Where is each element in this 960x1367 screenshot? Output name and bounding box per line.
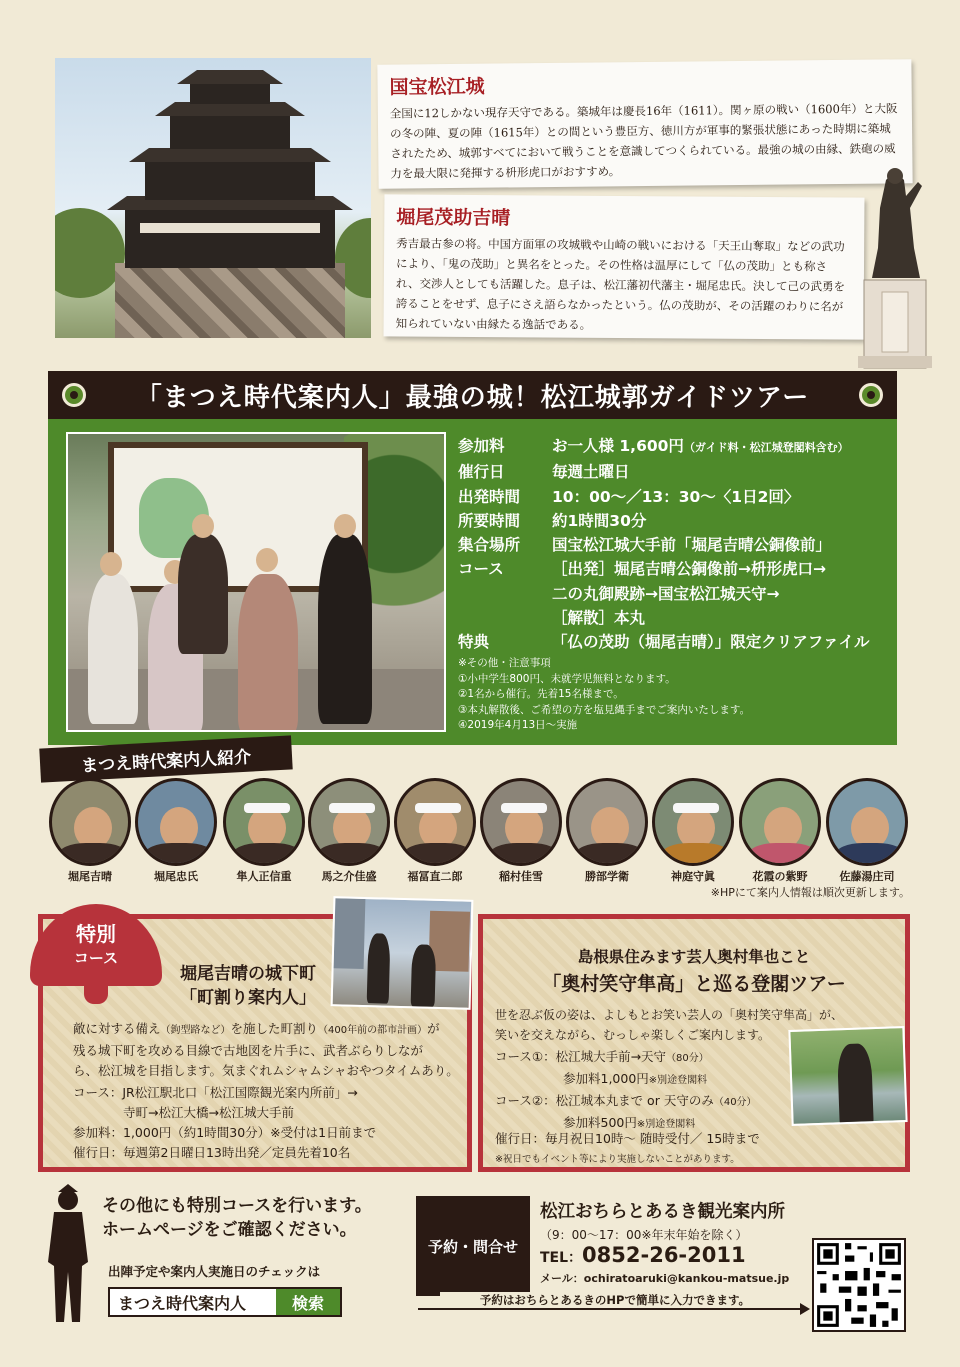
reservation-label: 予約・問合せ: [416, 1196, 530, 1296]
guide-portrait: [739, 778, 821, 866]
info-label: [458, 582, 552, 606]
horio-card: [384, 194, 865, 339]
guide-name: 福冨直二郎: [407, 870, 463, 883]
special-right-title2: 「奥村笑守隼高」と巡る登閣ツアー: [542, 973, 846, 995]
guide-item: [737, 778, 823, 884]
guide-name: 勝部学衛: [585, 870, 629, 883]
info-label: [458, 606, 552, 630]
office-hours: （9：00～17：00※年末年始を除く）: [540, 1228, 748, 1242]
tour-photo: [66, 432, 446, 732]
info-row: [458, 582, 898, 606]
footer-message: その他にも特別コースを行います。 ホームページをご確認ください。: [102, 1196, 372, 1240]
reservation-note: 予約はおちらとあるきのHPで簡単に入力できます。: [440, 1292, 790, 1308]
special-left-title2: 「町割り案内人」: [180, 988, 316, 1008]
guide-portrait: [652, 778, 734, 866]
info-label: 出発時間: [458, 487, 521, 506]
qr-code-icon[interactable]: [812, 1238, 906, 1332]
castle-title: 国宝松江城: [389, 75, 485, 99]
guide-name: 花霞の紫野: [752, 870, 808, 883]
info-label: 催行日: [458, 463, 505, 482]
note-item: ③本丸解散後、ご希望の方を塩見縄手までご案内いたします。: [458, 703, 751, 716]
arrow-line: [418, 1308, 802, 1310]
comedian-photo: [788, 1026, 907, 1126]
special-right-date: 催行日：毎月祝日10時～ 随時受付／ 15時まで: [495, 1131, 760, 1146]
info-label: コース: [458, 560, 504, 579]
guide-item: [392, 778, 478, 884]
special-right-intro: 世を忍ぶ仮の姿は、よしもとお笑い芸人の「奥村笑守隼高」が、 笑いを交えながら、むっしゃ楽しくご案内します。: [495, 1008, 844, 1042]
guide-item: [47, 778, 133, 884]
info-value: ［出発］堀尾吉晴公銅像前→枡形虎口→: [552, 560, 826, 579]
guide-portrait: [308, 778, 390, 866]
guides-heading: まつえ時代案内人紹介: [39, 735, 292, 782]
guide-name: 馬之介佳盛: [321, 870, 377, 883]
guide-name: 佐藤湯庄司: [839, 870, 895, 883]
guide-item: [306, 778, 392, 884]
guide-name: 堀尾吉晴: [68, 870, 112, 883]
email-address[interactable]: メール：ochiratoaruki@kankou-matsue.jp: [540, 1272, 790, 1285]
guide-portrait: [566, 778, 648, 866]
special-right-title1: 島根県住みます芸人奥村隼也こと: [577, 947, 811, 966]
arrow-right-icon: [800, 1303, 810, 1315]
special-right-details: コース①：松江城大手前→天守（80分） 参加料1,000円※別途登閣料 コース②：松江城本丸まで or 天守のみ（40分） 参加料500円※別途登閣料: [495, 1049, 757, 1130]
search-button[interactable]: 検索: [276, 1289, 340, 1315]
banner-title: 「まつえ時代案内人」最強の城！松江城郭ガイドツアー: [135, 382, 810, 413]
note-heading: ※その他・注意事項: [458, 657, 551, 669]
special-left-title1: 堀尾吉晴の城下町: [180, 964, 316, 984]
info-label: 集合場所: [458, 536, 521, 555]
guide-item: [221, 778, 307, 884]
info-value: ［解散］本丸: [552, 609, 646, 628]
guide-item: [133, 778, 219, 884]
office-name: 松江おちらとあるき観光案内所: [540, 1202, 785, 1222]
hp-note: ※HPにて案内人情報は順次更新します。: [710, 886, 910, 899]
info-row: [458, 630, 898, 654]
info-row: [458, 434, 898, 460]
guide-item: [650, 778, 736, 884]
crest-icon: [859, 383, 883, 407]
search-text[interactable]: まつえ時代案内人: [118, 1293, 247, 1313]
info-label: 参加料: [458, 437, 505, 455]
horio-title: 堀尾茂助吉晴: [396, 206, 511, 230]
footer-sub: 出陣予定や案内人実施日のチェックは: [108, 1264, 321, 1279]
fan-handle: [84, 984, 108, 1004]
info-value: 毎週土曜日: [552, 463, 630, 482]
statue-image: [856, 160, 934, 370]
info-row: [458, 509, 898, 533]
info-row: [458, 460, 898, 484]
crest-icon: [62, 383, 86, 407]
town-walk-photo: [331, 896, 474, 1010]
guide-portrait: [826, 778, 908, 866]
guide-portrait: [394, 778, 476, 866]
guide-item: [564, 778, 650, 884]
guide-portrait: [480, 778, 562, 866]
info-value: 10：00～／13：30～〈1日2回〉: [552, 487, 800, 506]
info-row: [458, 606, 898, 630]
guide-name: 神庭守眞: [671, 870, 715, 883]
special-left-intro: 敵に対する備え（鉤型路など）を施した町割り（400年前の都市計画）が 残る城下町を攻める目線で古地図を片手に、武者ぶらりしなが ら、松江城を目指します。気まぐれムシャムシャおやつタイムあり。: [73, 1021, 459, 1078]
info-value: 二の丸御殿跡→国宝松江城天守→: [552, 584, 780, 603]
info-label: 所要時間: [458, 511, 521, 530]
search-box[interactable]: [108, 1287, 342, 1317]
tour-info: [458, 434, 898, 655]
special-right-date-note: ※祝日でもイベント等により実施しないことがあります。: [495, 1154, 740, 1165]
guide-portrait: [223, 778, 305, 866]
guide-portrait: [135, 778, 217, 866]
fan-label-1: 特別: [76, 922, 116, 946]
horio-body: 秀吉最古参の将。中国方面軍の攻城戦や山崎の戦いにおける「天王山奪取」などの武功により、「鬼の茂助」と異名をとった。その性格は温厚にして「仏の茂助」とも称され、交渉人としても活躍した。息子は、松江藩初代藩主・堀尾忠氏。決して己の武勇を誇ることをせず、息子にさえ語らなかったという。仏の茂助が、その活躍のわりに名が知られていない由縁たる逸話である。: [395, 236, 846, 332]
guide-name: 稲村佳雪: [499, 870, 543, 883]
tour-banner: [48, 371, 897, 419]
special-left-details: コース：JR松江駅北口「松江国際観光案内所前」→ 寺町→松江大橋→松江城大手前 参加料：1,000円（約1時間30分）※受付は1日前まで 催行日：毎週第2日曜日13時出発／定員先着10名: [73, 1085, 377, 1160]
castle-card: [377, 59, 912, 189]
guide-portrait: [49, 778, 131, 866]
fan-label-2: コース: [73, 949, 119, 967]
note-item: ①小中学生800円、未就学児無料となります。: [458, 672, 676, 685]
special-course-fan: [30, 904, 162, 986]
guide-name: 堀尾忠氏: [154, 870, 198, 883]
info-row: [458, 485, 898, 509]
note-item: ④2019年4月13日～実施: [458, 719, 578, 731]
info-value: お一人様 1,600円（ガイド料・松江城登閣料含む）: [552, 437, 849, 455]
info-label: 特典: [458, 633, 490, 652]
guide-item: [824, 778, 910, 884]
info-row: [458, 533, 898, 557]
info-value: 国宝松江城大手前「堀尾吉晴公銅像前」: [552, 536, 832, 555]
note-item: ②1名から催行。先着15名様まで。: [458, 688, 624, 700]
guide-item: [478, 778, 564, 884]
castle-body: 全国に12しかない現存天守である。築城年は慶長16年（1611）。関ヶ原の戦い（1600年）と大阪の冬の陣、夏の陣（1615年）との間という豊臣方、徳川方が軍事的緊張状態にあった時期に築城されたため、城郭すべてにおいて戦うことを意識してつくられている。最強の城の由縁、鉄砲の威力を最大限に発揮する枡形虎口がおすすめ。: [389, 101, 898, 181]
info-row: [458, 557, 898, 581]
info-value: 約1時間30分: [552, 511, 647, 530]
castle-photo: [55, 58, 371, 338]
tour-notes: [458, 656, 888, 734]
phone-number[interactable]: TEL：0852-26-2011: [540, 1243, 746, 1267]
guide-name: 隼人正信重: [236, 870, 292, 883]
samurai-silhouette-icon: [40, 1184, 96, 1324]
info-value: 「仏の茂助（堀尾吉晴）」限定クリアファイル: [552, 633, 870, 652]
